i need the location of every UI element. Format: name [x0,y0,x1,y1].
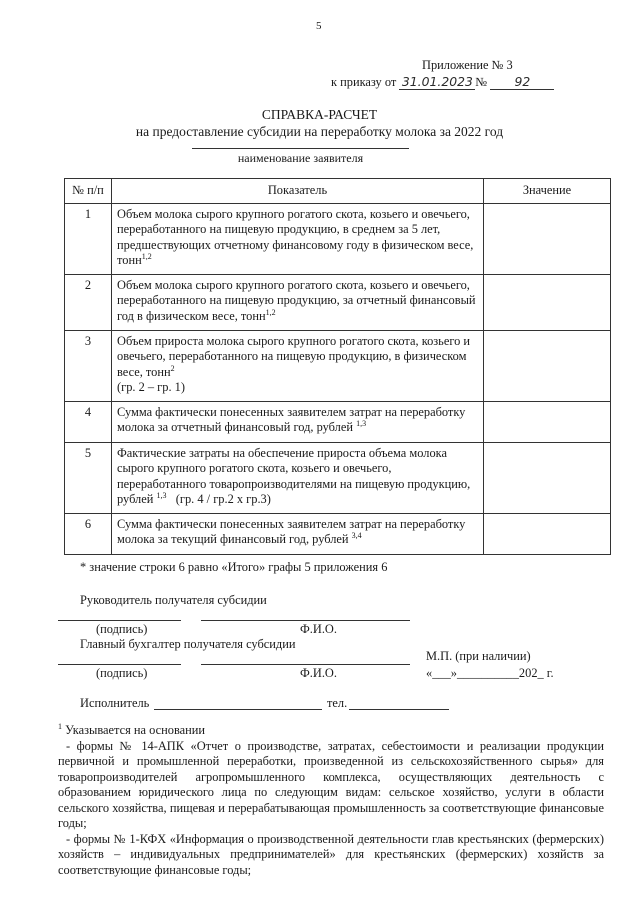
accountant-name-line [201,664,410,665]
row-indicator [112,274,484,330]
row-footnote-ref: 1,3 [156,490,167,500]
table-row [65,513,611,554]
head-name-line [201,620,410,621]
row-num: 3 [65,330,112,401]
footnote-heading [58,723,604,739]
row-value [484,442,611,513]
row-num: 5 [65,442,112,513]
stamp-place: М.П. (при наличии) [426,649,531,663]
row-footnote-ref: 1,2 [141,251,152,261]
table-row [65,274,611,330]
row-value [484,274,611,330]
row-num: 1 [65,203,112,274]
row-text: Объем прироста молока сырого крупного рогатого скота, козьего и овечьего, переработанного на пищевую продукцию, в физическом весе, тонн [117,333,471,379]
accountant-signature-line [58,664,181,665]
table-row [65,203,611,274]
row-value [484,513,611,554]
row-text: Объем молока сырого крупного рогатого скота, козьего и овечьего, переработанного на пищевую продукцию, за отчетный финансовый год в физическом весе, тонн [117,277,476,323]
footnote-marker: 1 [58,721,62,731]
header-value: Значение [484,179,611,204]
row-num: 2 [65,274,112,330]
header-num: № п/п [65,179,112,204]
phone-label: тел. [327,696,348,710]
row-formula: (гр. 4 / гр.2 х гр.3) [175,492,271,506]
footnote-paragraph: - формы № 14-АПК «Отчет о производстве, затратах, себестоимости и реализации продукции первичной и промышленной переработки, произведенной из сельскохозяйственного сырья» для товаропроизводителей агропромышленного комплекса, осуществляющих деятельность с образованием юридического лица по следующим видам: сельское хозяйство, услуги в области сельского хозяйства, пищевая и перерабатывающая промышленность за соответствующие финансовые годы; [58,738,604,830]
accountant-name-caption: Ф.И.О. [300,666,337,680]
accountant-title: Главный бухгалтер получателя субсидии [80,637,296,651]
head-name-caption: Ф.И.О. [300,622,337,636]
applicant-name-line [192,148,409,149]
order-reference [331,74,554,90]
phone-line [349,709,449,710]
row-value [484,401,611,442]
accountant-signature-caption: (подпись) [96,666,148,680]
head-signature-caption: (подпись) [96,622,148,636]
executor-line [154,709,322,710]
row-text: Сумма фактически понесенных заявителем затрат на переработку молока за текущий финансовый год, рублей [117,516,466,546]
row-formula: (гр. 2 – гр. 1) [117,380,185,394]
order-date: 31.01.2023 [399,74,475,90]
row-indicator [112,330,484,401]
footnotes [58,723,604,878]
row-footnote-ref: 2 [170,363,175,373]
applicant-caption: наименование заявителя [237,151,364,165]
document-title: СПРАВКА-РАСЧЕТ [261,107,378,122]
header-indicator: Показатель [112,179,484,204]
page-number: 5 [316,20,322,32]
row-value [484,203,611,274]
row-indicator [112,442,484,513]
order-number-label: № [475,75,488,89]
table-row [65,330,611,401]
row-num: 6 [65,513,112,554]
table-row [65,401,611,442]
row-text: Фактические затраты на обеспечение прироста объема молока сырого крупного рогатого скота, козьего и овечьего, переработанного товаропроизводителями на пищевую продукцию, рублей [117,445,471,506]
executor-label: Исполнитель [80,696,150,710]
head-signature-line [58,620,181,621]
row-footnote-ref: 3,4 [351,530,362,540]
footnote-paragraph: - формы № 1-КФХ «Информация о производственной деятельности глав крестьянских (фермерских) хозяйств – индивидуальных предпринимателей» для крестьянских (фермерских) хозяйств за соответствующие финансовые годы; [58,831,604,877]
row-footnote-ref: 1,3 [356,418,367,428]
order-prefix: к приказу от [331,75,397,89]
head-title: Руководитель получателя субсидии [80,593,267,607]
row-indicator [112,401,484,442]
table-row [65,442,611,513]
row-text: Сумма фактически понесенных заявителем затрат на переработку молока за отчетный финансовый год, рублей [117,404,466,434]
row-text: Объем молока сырого крупного рогатого скота, козьего и овечьего, переработанного на пищевую продукцию, в среднем за 5 лет, предшествующих отчетному финансовому году в физическом весе, тонн [117,206,474,267]
calculation-table [64,178,611,555]
row-footnote-ref: 1,2 [265,307,276,317]
table-header-row [65,179,611,204]
document-subtitle: на предоставление субсидии на переработку молока за 2022 год [135,124,504,139]
order-number: 92 [490,74,554,90]
signature-date: «___»__________202_ г. [426,666,554,680]
row-num: 4 [65,401,112,442]
row-indicator [112,203,484,274]
appendix-title: Приложение № 3 [422,58,513,72]
row-indicator [112,513,484,554]
table-note: * значение строки 6 равно «Итого» графы 5 приложения 6 [80,560,388,574]
row-value [484,330,611,401]
footnote-title: Указывается на основании [65,723,206,737]
